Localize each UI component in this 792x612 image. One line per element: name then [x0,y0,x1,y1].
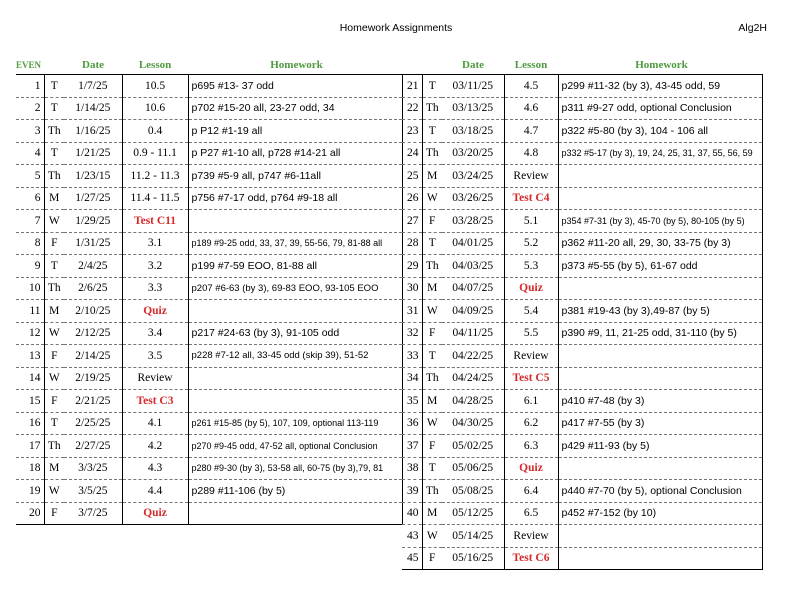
row-homework [558,187,762,210]
row-day: W [422,525,442,548]
row-date: 1/16/25 [64,120,122,143]
row-date: 3/3/25 [64,457,122,480]
row-day: T [422,232,442,255]
header-day [422,55,442,75]
row-day: Th [44,277,64,300]
table-row [402,457,762,480]
row-day: T [422,75,442,98]
table-row [16,165,402,188]
row-homework: p390 #9, 11, 21-25 odd, 31-110 (by 5) [558,322,762,345]
row-number: 2 [16,97,44,120]
row-date: 03/26/25 [442,187,504,210]
row-homework: p332 #5-17 (by 3), 19, 24, 25, 31, 37, 55, 56, 59 [558,142,762,165]
row-lesson: Test C6 [504,547,558,570]
row-homework [558,367,762,390]
row-date: 2/10/25 [64,300,122,323]
header-number [402,55,422,75]
row-homework [188,367,402,390]
row-date: 04/30/25 [442,412,504,435]
row-day: T [44,255,64,278]
table-row [16,435,402,458]
row-day: W [44,322,64,345]
row-date: 04/01/25 [442,232,504,255]
row-date: 1/29/25 [64,210,122,233]
row-day: F [422,210,442,233]
row-number: 16 [16,412,44,435]
row-date: 04/03/25 [442,255,504,278]
table-row [16,367,402,390]
table-row [402,367,762,390]
row-number: 21 [402,75,422,98]
row-lesson: 3.4 [122,322,188,345]
homework-table-right [402,55,763,570]
row-lesson: Review [122,367,188,390]
row-lesson: 11.4 - 11.5 [122,187,188,210]
row-date: 2/12/25 [64,322,122,345]
table-row [402,412,762,435]
row-number: 1 [16,75,44,98]
row-lesson: Quiz [504,277,558,300]
table-row [16,120,402,143]
row-lesson: 0.4 [122,120,188,143]
row-date: 04/07/25 [442,277,504,300]
row-day: M [422,165,442,188]
row-homework: p440 #7-70 (by 5), optional Conclusion [558,480,762,503]
row-homework [188,210,402,233]
row-day: F [44,502,64,525]
row-day: T [44,412,64,435]
row-homework: p299 #11-32 (by 3), 43-45 odd, 59 [558,75,762,98]
row-lesson: Quiz [122,502,188,525]
row-date: 1/27/25 [64,187,122,210]
row-date: 03/24/25 [442,165,504,188]
row-date: 04/09/25 [442,300,504,323]
table-row [402,345,762,368]
row-lesson: 5.3 [504,255,558,278]
table-row [402,232,762,255]
row-day: F [422,435,442,458]
row-number: 29 [402,255,422,278]
row-day: F [422,547,442,570]
row-homework: p322 #5-80 (by 3), 104 - 106 all [558,120,762,143]
table-row [16,345,402,368]
row-lesson: Quiz [122,300,188,323]
row-lesson: 6.3 [504,435,558,458]
row-date: 2/6/25 [64,277,122,300]
row-day: M [422,277,442,300]
row-lesson: Test C3 [122,390,188,413]
table-row [402,255,762,278]
row-homework: p P27 #1-10 all, p728 #14-21 all [188,142,402,165]
row-day: Th [44,120,64,143]
row-number: 14 [16,367,44,390]
row-number: 27 [402,210,422,233]
row-homework: p739 #5-9 all, p747 #6-11all [188,165,402,188]
table-row [16,75,402,98]
row-homework [558,547,762,570]
row-lesson: 4.4 [122,480,188,503]
row-date: 04/22/25 [442,345,504,368]
row-homework: p207 #6-63 (by 3), 69-83 EOO, 93-105 EOO [188,277,402,300]
table-row [16,502,402,525]
row-date: 2/14/25 [64,345,122,368]
row-day: Th [422,367,442,390]
table-row [16,255,402,278]
row-lesson: 5.5 [504,322,558,345]
row-day: M [44,187,64,210]
row-number: 43 [402,525,422,548]
row-number: 6 [16,187,44,210]
table-row [16,322,402,345]
row-number: 24 [402,142,422,165]
table-row [16,277,402,300]
row-date: 05/08/25 [442,480,504,503]
header-lesson: Lesson [138,58,172,71]
table-row [402,525,762,548]
homework-table-left [16,55,403,525]
row-lesson: 5.1 [504,210,558,233]
row-homework: p756 #7-17 odd, p764 #9-18 all [188,187,402,210]
row-day: F [422,322,442,345]
row-date: 03/13/25 [442,97,504,120]
row-lesson: 10.5 [122,75,188,98]
row-date: 05/16/25 [442,547,504,570]
table-row [16,142,402,165]
row-date: 3/7/25 [64,502,122,525]
row-number: 20 [16,502,44,525]
row-date: 05/14/25 [442,525,504,548]
row-day: F [44,232,64,255]
header-number: EVEN [16,55,44,75]
table-row [16,390,402,413]
table-row [402,300,762,323]
row-number: 18 [16,457,44,480]
row-lesson: 6.2 [504,412,558,435]
row-homework: p270 #9-45 odd, 47-52 all, optional Conclusion [188,435,402,458]
row-homework: p362 #11-20 all, 29, 30, 33-75 (by 3) [558,232,762,255]
row-lesson: Test C5 [504,367,558,390]
table-row [402,142,762,165]
table-row [402,75,762,98]
row-day: W [44,367,64,390]
row-lesson: 10.6 [122,97,188,120]
row-lesson: 3.5 [122,345,188,368]
row-lesson: 6.1 [504,390,558,413]
table-row [402,480,762,503]
row-homework [188,502,402,525]
row-lesson: 3.2 [122,255,188,278]
row-homework [558,457,762,480]
row-day: Th [422,97,442,120]
row-day: M [44,300,64,323]
row-homework [558,525,762,548]
row-date: 05/02/25 [442,435,504,458]
row-number: 12 [16,322,44,345]
row-day: Th [44,165,64,188]
row-lesson: 4.1 [122,412,188,435]
row-homework: p417 #7-55 (by 3) [558,412,762,435]
row-lesson: Review [504,345,558,368]
row-date: 03/18/25 [442,120,504,143]
row-day: T [422,457,442,480]
row-number: 30 [402,277,422,300]
row-homework: p354 #7-31 (by 3), 45-70 (by 5), 80-105 (by 5) [558,210,762,233]
header-date: Date [442,55,504,75]
row-homework: p452 #7-152 (by 10) [558,502,762,525]
row-date: 2/27/25 [64,435,122,458]
row-day: T [422,345,442,368]
row-date: 03/28/25 [442,210,504,233]
row-date: 03/11/25 [442,75,504,98]
row-number: 40 [402,502,422,525]
course-label: Alg2H [738,22,767,34]
row-lesson: 6.5 [504,502,558,525]
table-row [16,232,402,255]
row-homework: p695 #13- 37 odd [188,75,402,98]
row-day: W [422,187,442,210]
page-title: Homework Assignments [339,22,453,34]
row-number: 23 [402,120,422,143]
row-day: Th [422,142,442,165]
row-homework: p381 #19-43 (by 3),49-87 (by 5) [558,300,762,323]
row-day: T [44,75,64,98]
table-row [402,547,762,570]
table-row [16,412,402,435]
row-day: W [44,480,64,503]
row-date: 1/21/25 [64,142,122,165]
row-number: 38 [402,457,422,480]
row-lesson: 4.6 [504,97,558,120]
row-day: M [44,457,64,480]
row-number: 5 [16,165,44,188]
row-day: W [422,412,442,435]
row-number: 26 [402,187,422,210]
row-number: 19 [16,480,44,503]
row-day: Th [422,480,442,503]
row-number: 8 [16,232,44,255]
table-row [402,322,762,345]
row-homework: p228 #7-12 all, 33-45 odd (skip 39), 51-52 [188,345,402,368]
row-date: 1/31/25 [64,232,122,255]
table-row [402,502,762,525]
row-homework: p311 #9-27 odd, optional Conclusion [558,97,762,120]
table-row [402,120,762,143]
row-lesson: Review [504,525,558,548]
row-homework [558,165,762,188]
table-row [16,480,402,503]
row-day: Th [422,255,442,278]
header-day [44,55,64,75]
header-homework: Homework [270,58,323,71]
row-lesson: 6.4 [504,480,558,503]
row-homework [188,300,402,323]
row-homework: p217 #24-63 (by 3), 91-105 odd [188,322,402,345]
row-day: F [44,390,64,413]
header-homework: Homework [635,58,688,71]
row-homework: p280 #9-30 (by 3), 53-58 all, 60-75 (by 3),79, 81 [188,457,402,480]
row-lesson: Test C11 [122,210,188,233]
row-number: 35 [402,390,422,413]
table-row [402,97,762,120]
row-day: W [44,210,64,233]
row-number: 7 [16,210,44,233]
row-date: 04/28/25 [442,390,504,413]
row-number: 45 [402,547,422,570]
row-number: 32 [402,322,422,345]
row-number: 36 [402,412,422,435]
row-homework [558,345,762,368]
row-lesson: 4.7 [504,120,558,143]
row-lesson: 0.9 - 11.1 [122,142,188,165]
row-number: 25 [402,165,422,188]
table-row [16,210,402,233]
row-date: 04/24/25 [442,367,504,390]
row-date: 2/25/25 [64,412,122,435]
row-homework: p189 #9-25 odd, 33, 37, 39, 55-56, 79, 81-88 all [188,232,402,255]
row-day: M [422,390,442,413]
row-number: 9 [16,255,44,278]
row-lesson: 3.3 [122,277,188,300]
table-header [402,55,762,75]
row-date: 05/06/25 [442,457,504,480]
row-day: F [44,345,64,368]
row-lesson: Review [504,165,558,188]
row-lesson: 5.4 [504,300,558,323]
row-number: 33 [402,345,422,368]
row-number: 3 [16,120,44,143]
row-number: 39 [402,480,422,503]
row-homework: p289 #11-106 (by 5) [188,480,402,503]
table-row [402,210,762,233]
row-day: T [44,142,64,165]
row-homework: p199 #7-59 EOO, 81-88 all [188,255,402,278]
row-date: 1/14/25 [64,97,122,120]
row-lesson: 3.1 [122,232,188,255]
table-row [16,457,402,480]
table-row [16,187,402,210]
table-row [402,277,762,300]
row-date: 2/19/25 [64,367,122,390]
row-number: 13 [16,345,44,368]
header-lesson: Lesson [514,58,548,71]
row-date: 04/11/25 [442,322,504,345]
table-row [402,165,762,188]
row-homework [558,277,762,300]
row-number: 37 [402,435,422,458]
row-lesson: Quiz [504,457,558,480]
row-day: T [44,97,64,120]
row-date: 3/5/25 [64,480,122,503]
row-date: 2/21/25 [64,390,122,413]
row-day: T [422,120,442,143]
table-row [402,435,762,458]
row-lesson: 4.3 [122,457,188,480]
row-homework: p429 #11-93 (by 5) [558,435,762,458]
row-lesson: 5.2 [504,232,558,255]
row-date: 05/12/25 [442,502,504,525]
row-number: 11 [16,300,44,323]
row-number: 4 [16,142,44,165]
table-row [16,300,402,323]
row-homework [188,390,402,413]
row-number: 34 [402,367,422,390]
row-lesson: Test C4 [504,187,558,210]
row-homework: p373 #5-55 (by 5), 61-67 odd [558,255,762,278]
table-header [16,55,402,75]
row-homework: p410 #7-48 (by 3) [558,390,762,413]
row-lesson: 4.5 [504,75,558,98]
row-date: 1/23/15 [64,165,122,188]
row-day: Th [44,435,64,458]
row-homework: p261 #15-85 (by 5), 107, 109, optional 113-119 [188,412,402,435]
row-lesson: 11.2 - 11.3 [122,165,188,188]
table-row [16,97,402,120]
row-lesson: 4.8 [504,142,558,165]
row-number: 15 [16,390,44,413]
row-day: M [422,502,442,525]
table-row [402,390,762,413]
row-number: 17 [16,435,44,458]
row-homework: p P12 #1-19 all [188,120,402,143]
row-lesson: 4.2 [122,435,188,458]
header-date: Date [64,55,122,75]
row-homework: p702 #15-20 all, 23-27 odd, 34 [188,97,402,120]
row-number: 31 [402,300,422,323]
row-date: 2/4/25 [64,255,122,278]
row-number: 22 [402,97,422,120]
row-number: 28 [402,232,422,255]
row-day: W [422,300,442,323]
row-date: 1/7/25 [64,75,122,98]
table-row [402,187,762,210]
row-number: 10 [16,277,44,300]
row-date: 03/20/25 [442,142,504,165]
